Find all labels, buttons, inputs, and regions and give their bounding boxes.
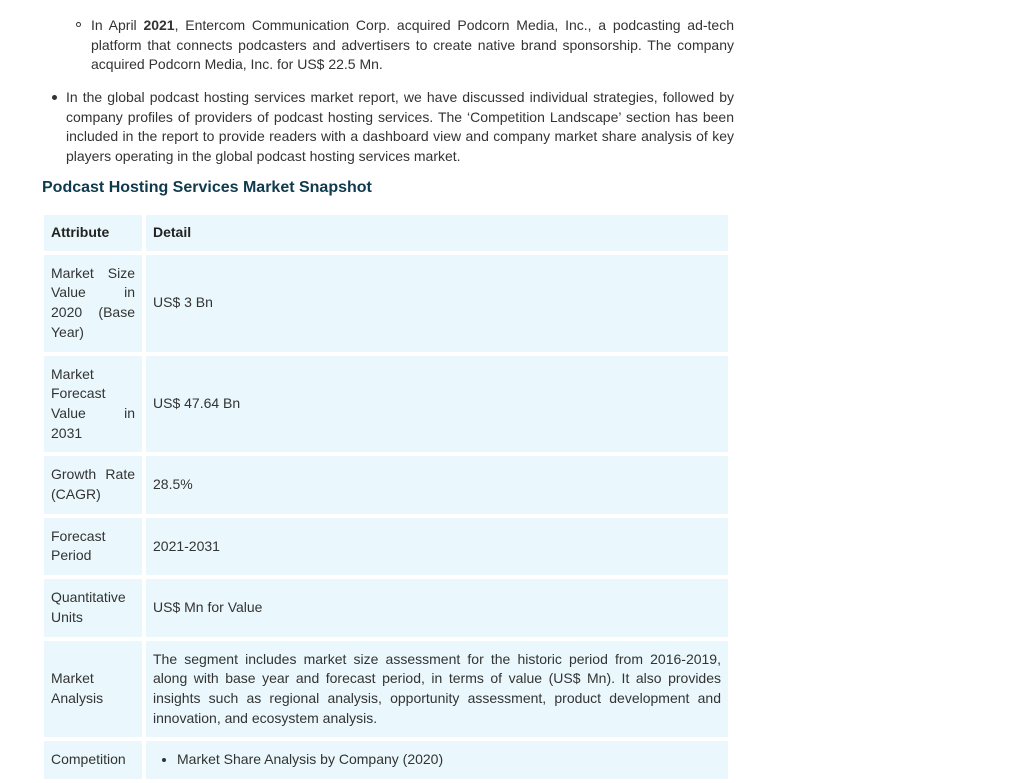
attribute-cell: Growth Rate (CAGR) <box>44 456 142 513</box>
list-item: • Market Share Analysis by Company (2020) <box>177 750 721 770</box>
list-item <box>66 88 734 167</box>
bullet-text: In the global podcast hosting services market report, we have discussed individual strategies, followed by company profiles of providers of podcast hosting services. The ‘Competition Landscape’ section has been included in the report to provide readers with a dashboard view and company market share analysis of key players operating in the global podcast hosting services market. <box>66 89 734 165</box>
attribute-cell: Market Size Value in 2020 (Base Year) <box>44 255 142 352</box>
detail-cell: US$ Mn for Value <box>146 579 728 636</box>
attribute-cell: Market Analysis <box>44 641 142 738</box>
section-title: Podcast Hosting Services Market Snapshot <box>42 179 372 196</box>
filled-bullet-icon <box>52 95 57 100</box>
attribute-cell: Competition <box>44 741 142 779</box>
detail-cell: 2021-2031 <box>146 518 728 575</box>
hollow-bullet-icon <box>76 22 81 27</box>
detail-cell <box>146 741 728 779</box>
detail-cell: The segment includes market size assessment for the historic period from 2016-2019, along with base year and forecast period, in terms of value (US$ Mn). It also provides insights such as regional analysis, opportunity assessment, product development and innovation, and ecosystem analysis. <box>146 641 728 738</box>
bullet-list <box>66 88 734 167</box>
column-header-attribute: Attribute <box>44 215 142 251</box>
table-row <box>44 741 728 779</box>
sub-bullet-text-end: , Entercom Communication Corp. acquired Podcorn Media, Inc., a podcasting ad-tech platform that connects podcasters and advertisers to create native brand sponsorship. The company acquired Podcorn Media, Inc. for US$ 22.5 Mn. <box>91 17 734 73</box>
column-header-detail: Detail <box>146 215 728 251</box>
detail-list <box>153 750 721 770</box>
list-item <box>91 16 734 75</box>
detail-cell: US$ 47.64 Bn <box>146 356 728 453</box>
table-row <box>44 518 728 575</box>
sub-bullet-text-start: In April <box>91 17 144 33</box>
table-row <box>44 255 728 352</box>
table-row <box>44 456 728 513</box>
sub-bullet-year: 2021 <box>143 17 175 33</box>
table-row <box>44 579 728 636</box>
detail-cell: 28.5% <box>146 456 728 513</box>
sub-bullet-list <box>91 16 734 75</box>
attribute-cell: Market Forecast Value in 2031 <box>44 356 142 453</box>
snapshot-table <box>40 211 732 783</box>
attribute-cell: Forecast Period <box>44 518 142 575</box>
attribute-cell: Quantitative Units <box>44 579 142 636</box>
table-row <box>44 356 728 453</box>
detail-cell: US$ 3 Bn <box>146 255 728 352</box>
table-header-row <box>44 215 728 251</box>
